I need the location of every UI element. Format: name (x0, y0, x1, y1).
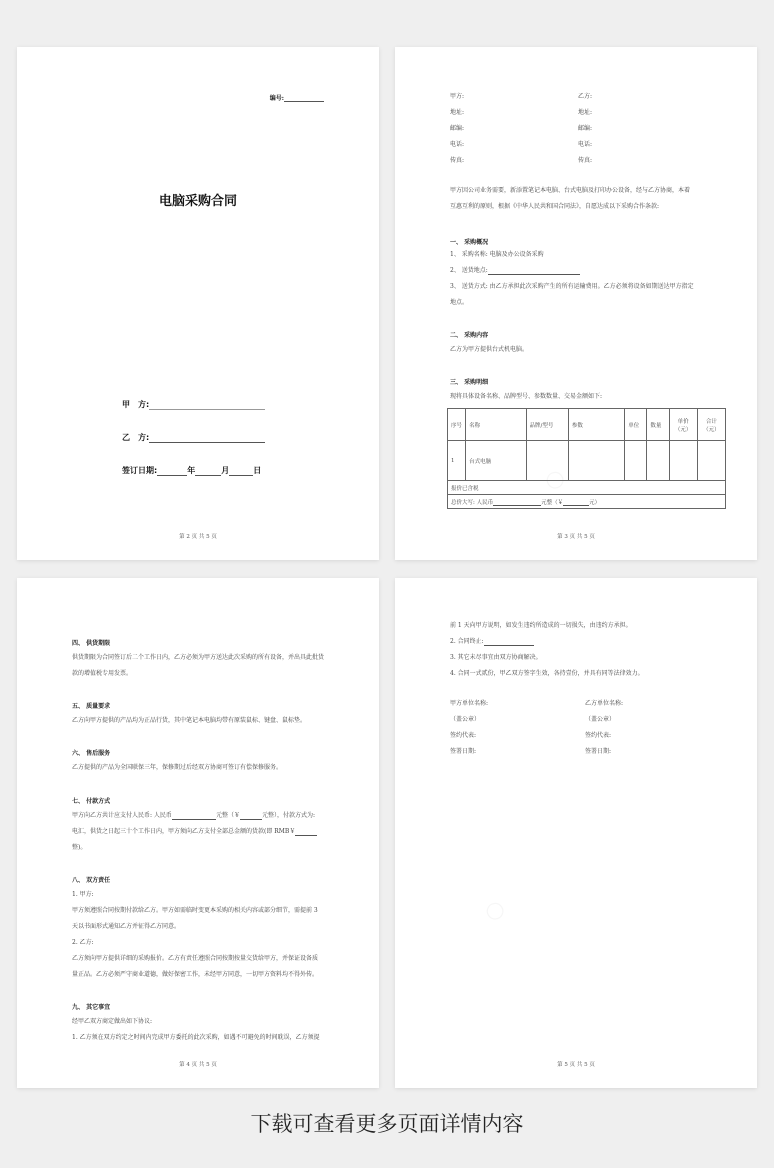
field-label: 传真: (450, 157, 465, 164)
field-label: 电话: (578, 141, 593, 148)
section-heading: 九、 其它事宜 (72, 1004, 111, 1011)
table-cell (526, 441, 568, 481)
section-heading: 八、 双方责任 (72, 877, 111, 884)
section-text: 3、 送货方式: 由乙方承担此次采购产生的所有运输费用。乙方必须将设备如期送达甲方指定 (450, 283, 694, 290)
section-heading: 三、 采购明细 (450, 379, 489, 386)
contract-number: 编号: (270, 93, 324, 102)
download-caption: 下载可查看更多页面详情内容 (250, 1112, 524, 1136)
section-text: 现将具体设备名称、品牌型号、参数数量、交易金额如下: (450, 393, 603, 400)
field-label: 签约代表: (585, 732, 612, 739)
section-text: 1、 采购名称: 电脑及办公设备采购 (450, 251, 544, 258)
section-heading: 五、 质量要求 (72, 703, 111, 710)
contract-title: 电脑采购合同 (158, 194, 237, 209)
field-label: 传真: (578, 157, 593, 164)
page-2 (395, 47, 757, 560)
table-cell: 1 (448, 441, 466, 481)
field-label: 地址: (578, 109, 593, 116)
page-footer: 第 2 页 共 5 页 (179, 534, 217, 540)
field-label: （盖公章） (585, 716, 616, 723)
field-label: 邮编: (450, 125, 465, 132)
section-text: 乙方向甲方提供的产品均为正品行货，其中笔记本电脑均带有原装鼠标、键盘、鼠标垫。 (72, 717, 307, 724)
section-text: 经甲乙双方商定做出如下协议: (72, 1018, 153, 1025)
field-label: 甲方单位名称: (450, 700, 489, 707)
section-text: 2. 合同终止: (450, 638, 534, 646)
section-text: 1. 甲方: (72, 891, 94, 898)
page-footer: 第 3 页 共 5 页 (557, 534, 595, 540)
table-cell (697, 441, 725, 481)
table-row (448, 441, 726, 481)
table-cell (568, 441, 624, 481)
section-heading: 七、 付款方式 (72, 798, 111, 805)
field-label: （盖公章） (450, 716, 481, 723)
field-label: 乙方单位名称: (585, 700, 624, 707)
table-total: 总价大写: 人民币 元整（￥ 元） (448, 495, 726, 509)
field-label: 签署日期: (450, 748, 477, 755)
section-text: 1. 乙方须在双方约定之时间内完成甲方委托的此次采购，如遇不可避免的时间耽误，乙方须提 (72, 1034, 320, 1041)
party-a-field: 甲 方: (122, 399, 265, 410)
field-label: 电话: (450, 141, 465, 148)
table-header-cell: 序号 (448, 409, 466, 441)
field-label: 地址: (450, 109, 465, 116)
field-label: 乙方: (578, 93, 593, 100)
table-header-cell: 单价（元） (669, 409, 697, 441)
section-text: 前 1 天向甲方说明，如发生违约所造成的一切损失，由违约方承担。 (450, 622, 632, 629)
section-text: 甲方向乙方共计应支付人民币: 人民币 元整（￥ 元整），付款方式为: (72, 812, 315, 819)
sign-date-field: 签订日期: 年 月 日 (122, 466, 262, 475)
table-header-row (448, 409, 726, 441)
table-header-cell: 参数 (568, 409, 624, 441)
watermark (480, 895, 510, 926)
field-label: 签约代表: (450, 732, 477, 739)
section-heading: 四、 供货期限 (72, 640, 111, 647)
table-total-row (448, 495, 726, 509)
section-text: 4. 合同一式贰份，甲乙双方签字生效，各持壹份，并具有同等法律效力。 (450, 670, 644, 677)
section-text: 电汇，供货之日起三十个工作日内，甲方须向乙方支付全部总金额的货款(即 RMB￥ (72, 828, 317, 836)
page-footer: 第 4 页 共 5 页 (179, 1062, 217, 1068)
section-text: 乙方为甲方提供台式机电脑。 (450, 346, 529, 353)
section-text: 地点。 (450, 299, 469, 306)
table-cell: 台式电脑 (466, 441, 526, 481)
table-cell (669, 441, 697, 481)
section-text: 天以书面形式通知乙方并征得乙方同意。 (72, 923, 181, 930)
table-header-cell: 单位 (625, 409, 647, 441)
section-text: 2. 乙方: (72, 939, 94, 946)
field-label: 甲方: (450, 93, 465, 100)
field-label: 邮编: (578, 125, 593, 132)
section-text: 量正品。乙方必须严守商业道德，做好保密工作，未经甲方同意，一切甲方资料均不得外传。 (72, 971, 319, 978)
purchase-table (447, 408, 726, 509)
section-text: 款的增值税专用发票。 (72, 670, 133, 677)
section-heading: 一、 采购概况 (450, 239, 489, 246)
table-cell (647, 441, 669, 481)
section-text: 整)。 (72, 844, 87, 851)
field-label: 签署日期: (585, 748, 612, 755)
table-cell (625, 441, 647, 481)
table-note-row (448, 481, 726, 495)
section-heading: 二、 采购内容 (450, 332, 489, 339)
table-header-cell: 品牌/型号 (526, 409, 568, 441)
intro-line: 互惠互利的原则，根据《中华人民共和国合同法》，自愿达成以下采购合作条款: (450, 203, 660, 210)
page-cover (17, 47, 379, 560)
section-text: 3. 其它未尽事宜由双方协商解决。 (450, 654, 542, 661)
page-3 (17, 578, 379, 1088)
table-header-cell: 合计（元） (697, 409, 725, 441)
section-text: 甲方须遵照合同按期付款给乙方。甲方如需临时变更本采购的相关内容或部分细节，需提前 3 (72, 907, 318, 914)
table-note: 报价已含税 (448, 481, 726, 495)
page-footer: 第 5 页 共 5 页 (557, 1062, 595, 1068)
table-header-cell: 数量 (647, 409, 669, 441)
page-4 (395, 578, 757, 1088)
section-heading: 六、 售后服务 (72, 750, 111, 757)
section-text: 2、 送货地点: (450, 267, 580, 275)
intro-line: 甲方因公司业务需要，新添置笔记本电脑、台式电脑及打印办公设备，经与乙方协商，本着 (450, 187, 691, 194)
section-text: 供货期限为合同签订后二个工作日内，乙方必须为甲方送达此次采购的所有设备，并出具此批货 (72, 654, 325, 661)
section-text: 乙方须向甲方提供详细的采购报价。乙方有责任遵照合同按期按量交货给甲方，并保证设备质 (72, 955, 319, 962)
party-b-field: 乙 方: (122, 432, 265, 443)
section-text: 乙方提供的产品为全国联保三年，保修期过后经双方协商可签订有偿保修服务。 (72, 764, 283, 771)
table-header-cell: 名称 (466, 409, 526, 441)
